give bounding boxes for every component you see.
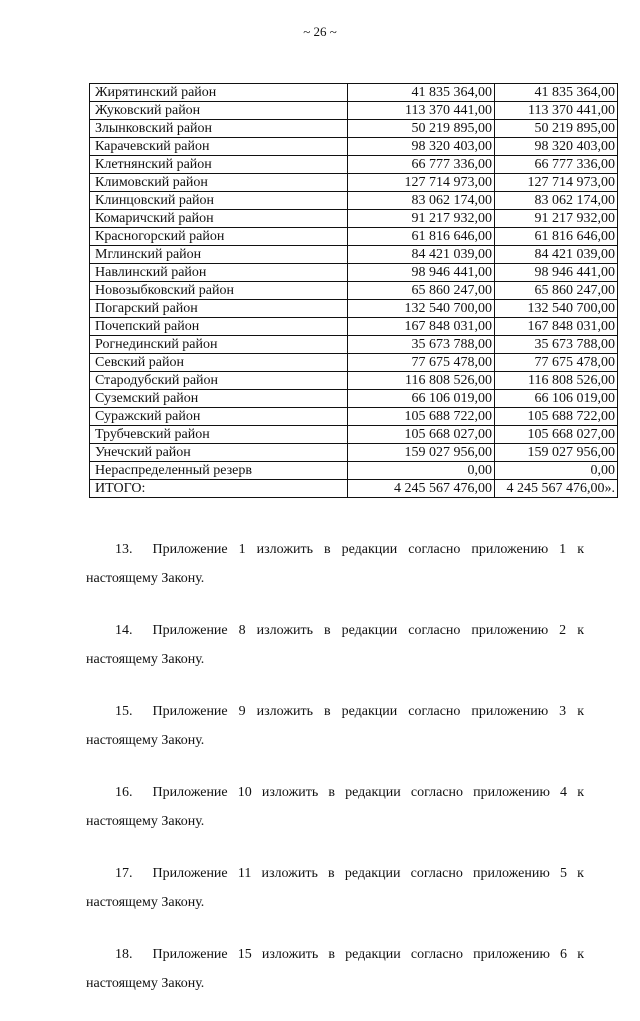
paragraph-number: 17. [115, 866, 133, 881]
table-row [90, 192, 618, 210]
paragraph-number: 18. [115, 947, 133, 962]
amount-cell-1: 61 816 646,00 [348, 228, 495, 246]
paragraph-continuation: настоящему Закону. [86, 571, 205, 586]
table-row [90, 426, 618, 444]
page-number: ~ 26 ~ [303, 24, 337, 39]
district-name-cell: Рогнединский район [90, 336, 348, 354]
table-row [90, 120, 618, 138]
district-name-cell: Жирятинский район [90, 84, 348, 102]
table-row [90, 408, 618, 426]
paragraph-continuation: настоящему Закону. [86, 814, 205, 829]
paragraph-first-line [86, 535, 584, 564]
district-name-cell: Суражский район [90, 408, 348, 426]
district-name-cell: Погарский район [90, 300, 348, 318]
amount-cell-1: 105 688 722,00 [348, 408, 495, 426]
district-name-cell: Карачевский район [90, 138, 348, 156]
amount-cell-2: 105 688 722,00 [495, 408, 618, 426]
amount-cell-1: 159 027 956,00 [348, 444, 495, 462]
table-row [90, 354, 618, 372]
district-name-cell: Клинцовский район [90, 192, 348, 210]
paragraph-number: 14. [115, 623, 133, 638]
budget-table-body [90, 84, 618, 498]
amount-cell-1: 116 808 526,00 [348, 372, 495, 390]
amount-cell-1: 84 421 039,00 [348, 246, 495, 264]
paragraph-text: Приложение 1 изложить в редакции согласно приложению 1 к [152, 542, 584, 557]
table-row [90, 300, 618, 318]
paragraph-first-line [86, 616, 584, 645]
paragraph-continuation: настоящему Закону. [86, 976, 205, 991]
amount-cell-1: 113 370 441,00 [348, 102, 495, 120]
paragraph-first-line [86, 940, 584, 969]
table-row [90, 336, 618, 354]
paragraph-number: 15. [115, 704, 133, 719]
table-row [90, 210, 618, 228]
amount-cell-1: 132 540 700,00 [348, 300, 495, 318]
amount-cell-1: 167 848 031,00 [348, 318, 495, 336]
paragraph-continuation: настоящему Закону. [86, 895, 205, 910]
table-row [90, 318, 618, 336]
paragraph-text: Приложение 15 изложить в редакции согласно приложению 6 к [152, 947, 584, 962]
budget-table [89, 83, 618, 498]
amount-cell-2: 113 370 441,00 [495, 102, 618, 120]
district-name-cell: Унечский район [90, 444, 348, 462]
amendment-paragraphs [86, 535, 584, 1021]
amendment-paragraph [86, 616, 584, 674]
amendment-paragraph [86, 778, 584, 836]
amount-cell-1: 77 675 478,00 [348, 354, 495, 372]
amount-cell-1: 35 673 788,00 [348, 336, 495, 354]
paragraph-continuation: настоящему Закону. [86, 733, 205, 748]
amount-cell-2: 0,00 [495, 462, 618, 480]
amount-cell-2: 132 540 700,00 [495, 300, 618, 318]
amendment-paragraph [86, 859, 584, 917]
amount-cell-2: 66 106 019,00 [495, 390, 618, 408]
amount-cell-1: 66 777 336,00 [348, 156, 495, 174]
amount-cell-2: 91 217 932,00 [495, 210, 618, 228]
amount-cell-2: 127 714 973,00 [495, 174, 618, 192]
amount-cell-1: 0,00 [348, 462, 495, 480]
district-name-cell: Мглинский район [90, 246, 348, 264]
amount-cell-2: 83 062 174,00 [495, 192, 618, 210]
amount-cell-2: 98 946 441,00 [495, 264, 618, 282]
table-row [90, 156, 618, 174]
amount-cell-2: 98 320 403,00 [495, 138, 618, 156]
amount-cell-1: 98 946 441,00 [348, 264, 495, 282]
district-name-cell: Трубчевский район [90, 426, 348, 444]
amount-cell-2: 105 668 027,00 [495, 426, 618, 444]
district-name-cell: Стародубский район [90, 372, 348, 390]
table-row [90, 390, 618, 408]
district-name-cell: Климовский район [90, 174, 348, 192]
amount-cell-2: 65 860 247,00 [495, 282, 618, 300]
district-name-cell: Комаричский район [90, 210, 348, 228]
amount-cell-1: 83 062 174,00 [348, 192, 495, 210]
district-name-cell: Красногорский район [90, 228, 348, 246]
table-row [90, 264, 618, 282]
paragraph-number: 16. [115, 785, 133, 800]
amount-cell-2: 84 421 039,00 [495, 246, 618, 264]
paragraph-text: Приложение 9 изложить в редакции согласно приложению 3 к [152, 704, 584, 719]
table-row [90, 246, 618, 264]
paragraph-number: 13. [115, 542, 133, 557]
table-row [90, 138, 618, 156]
paragraph-continuation: настоящему Закону. [86, 652, 205, 667]
amendment-paragraph [86, 697, 584, 755]
amount-cell-1: 41 835 364,00 [348, 84, 495, 102]
paragraph-text: Приложение 11 изложить в редакции согласно приложению 5 к [152, 866, 584, 881]
amendment-paragraph [86, 535, 584, 593]
table-row [90, 102, 618, 120]
paragraph-text: Приложение 10 изложить в редакции согласно приложению 4 к [152, 785, 584, 800]
district-name-cell: Нераспределенный резерв [90, 462, 348, 480]
district-name-cell: Клетнянский район [90, 156, 348, 174]
amount-cell-2: 50 219 895,00 [495, 120, 618, 138]
amount-cell-2: 167 848 031,00 [495, 318, 618, 336]
amount-cell-1: 66 106 019,00 [348, 390, 495, 408]
amount-cell-2: 66 777 336,00 [495, 156, 618, 174]
amount-cell-2: 4 245 567 476,00». [495, 480, 618, 498]
amendment-paragraph [86, 940, 584, 998]
district-name-cell: Севский район [90, 354, 348, 372]
table-row [90, 174, 618, 192]
district-name-cell: Почепский район [90, 318, 348, 336]
district-name-cell: Злынковский район [90, 120, 348, 138]
table-row [90, 372, 618, 390]
amount-cell-1: 65 860 247,00 [348, 282, 495, 300]
district-name-cell: Новозыбковский район [90, 282, 348, 300]
district-name-cell: Навлинский район [90, 264, 348, 282]
paragraph-first-line [86, 859, 584, 888]
table-row [90, 228, 618, 246]
table-row [90, 84, 618, 102]
district-name-cell: Жуковский район [90, 102, 348, 120]
amount-cell-2: 116 808 526,00 [495, 372, 618, 390]
paragraph-first-line [86, 697, 584, 726]
district-name-cell: Суземский район [90, 390, 348, 408]
district-name-cell: ИТОГО: [90, 480, 348, 498]
amount-cell-2: 41 835 364,00 [495, 84, 618, 102]
amount-cell-1: 105 668 027,00 [348, 426, 495, 444]
amount-cell-2: 159 027 956,00 [495, 444, 618, 462]
table-row [90, 480, 618, 498]
paragraph-first-line [86, 778, 584, 807]
amount-cell-2: 61 816 646,00 [495, 228, 618, 246]
table-row [90, 282, 618, 300]
amount-cell-1: 98 320 403,00 [348, 138, 495, 156]
table-row [90, 444, 618, 462]
amount-cell-2: 77 675 478,00 [495, 354, 618, 372]
amount-cell-1: 127 714 973,00 [348, 174, 495, 192]
amount-cell-2: 35 673 788,00 [495, 336, 618, 354]
paragraph-text: Приложение 8 изложить в редакции согласно приложению 2 к [152, 623, 584, 638]
amount-cell-1: 50 219 895,00 [348, 120, 495, 138]
table-row [90, 462, 618, 480]
amount-cell-1: 91 217 932,00 [348, 210, 495, 228]
amount-cell-1: 4 245 567 476,00 [348, 480, 495, 498]
